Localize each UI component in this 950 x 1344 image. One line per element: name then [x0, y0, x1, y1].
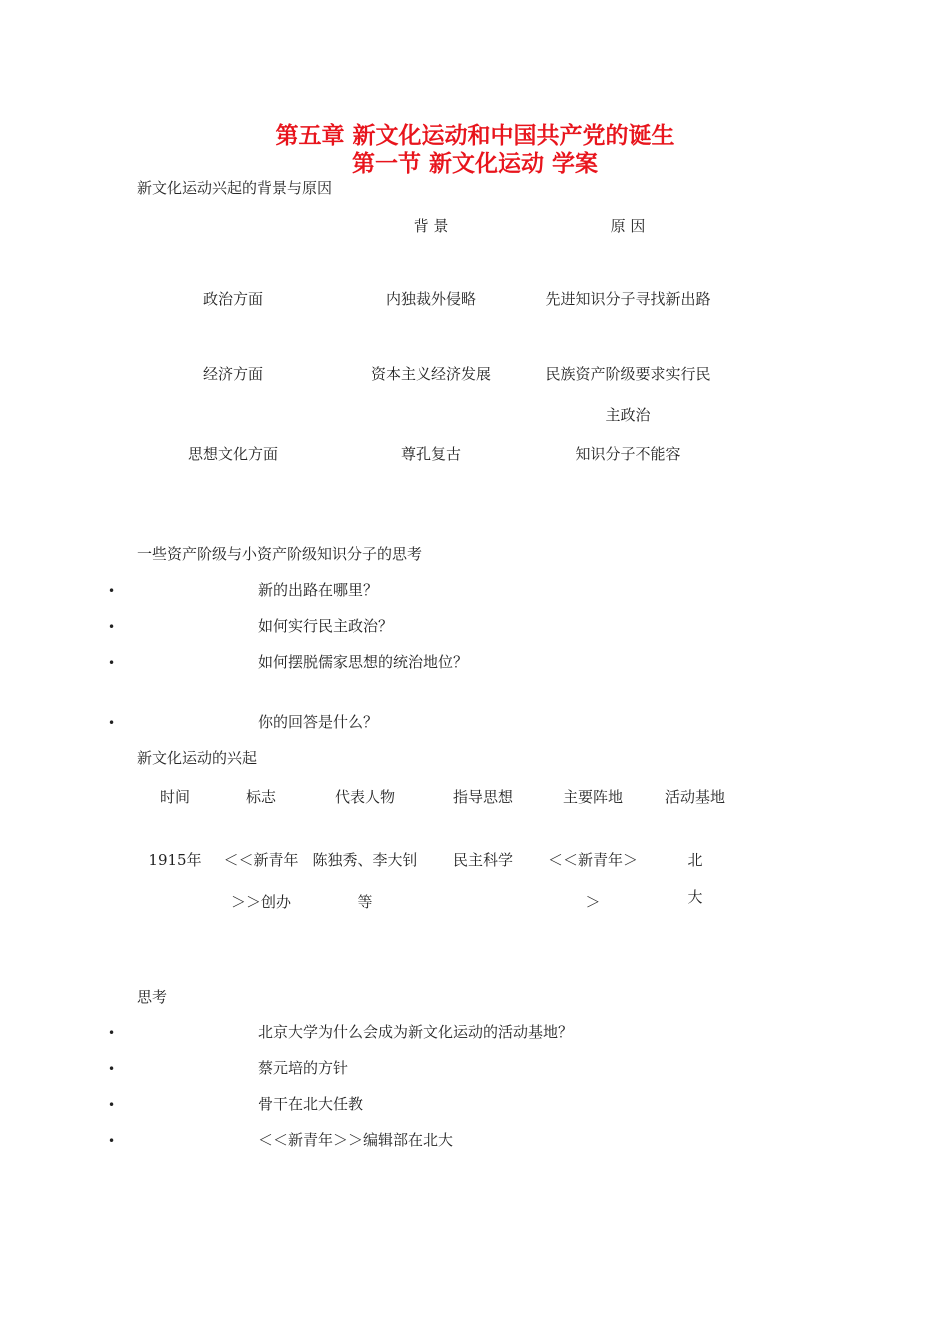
- rise-header-idea: 指导思想: [452, 788, 514, 806]
- row-reason-culture: 知识分子不能容: [575, 445, 681, 463]
- rise-header-position: 主要阵地: [562, 788, 624, 806]
- thinking2-item: ＜＜新青年＞＞编辑部在北大: [258, 1131, 454, 1149]
- bullet-marker: •: [108, 716, 116, 730]
- col-header-background: 背 景: [413, 217, 449, 235]
- row-reason-economy-line1: 民族资产阶级要求实行民: [545, 365, 711, 383]
- rise-time: 1915年: [148, 851, 202, 869]
- thinking1-item: 新的出路在哪里？: [258, 581, 379, 599]
- bullet-marker: •: [108, 1134, 116, 1148]
- rise-header-time: 时间: [159, 788, 191, 806]
- chapter-title: 第五章 新文化运动和中国共产党的诞生: [275, 122, 675, 149]
- thinking2-item: 骨干在北大任教: [258, 1095, 364, 1113]
- thinking1-heading: 一些资产阶级与小资产阶级知识分子的思考: [137, 545, 423, 563]
- row-reason-economy-line2: 主政治: [605, 406, 651, 424]
- row-background-politics: 内独裁外侵略: [385, 290, 477, 308]
- rise-people-line1: 陈独秀、李大钊: [312, 851, 418, 869]
- row-aspect-culture: 思想文化方面: [187, 445, 279, 463]
- bullet-marker: •: [108, 1098, 116, 1112]
- row-aspect-economy: 经济方面: [202, 365, 264, 383]
- background-heading: 新文化运动兴起的背景与原因: [137, 179, 333, 197]
- thinking2-item: 蔡元培的方针: [258, 1059, 349, 1077]
- rise-idea: 民主科学: [452, 851, 514, 869]
- bullet-marker: •: [108, 1026, 116, 1040]
- bullet-marker: •: [108, 620, 116, 634]
- rise-heading: 新文化运动的兴起: [137, 749, 258, 767]
- thinking1-item: 如何摆脱儒家思想的统治地位？: [258, 653, 469, 671]
- row-reason-politics: 先进知识分子寻找新出路: [545, 290, 711, 308]
- rise-header-sign: 标志: [245, 788, 277, 806]
- rise-people-line2: 等: [357, 893, 373, 911]
- bullet-marker: •: [108, 1062, 116, 1076]
- rise-sign-line2: ＞＞创办: [230, 893, 292, 911]
- col-header-reason: 原 因: [610, 217, 646, 235]
- thinking2-heading: 思考: [137, 988, 168, 1006]
- row-background-culture: 尊孔复古: [400, 445, 462, 463]
- bullet-marker: •: [108, 656, 116, 670]
- bullet-marker: •: [108, 584, 116, 598]
- rise-header-base: 活动基地: [664, 788, 726, 806]
- rise-sign-line1: ＜＜新青年: [223, 851, 299, 869]
- rise-header-people: 代表人物: [334, 788, 396, 806]
- rise-position-line2: ＞: [585, 893, 601, 911]
- thinking2-item: 北京大学为什么会成为新文化运动的活动基地？: [258, 1023, 574, 1041]
- row-aspect-politics: 政治方面: [202, 290, 264, 308]
- rise-base-line2: 大: [687, 888, 703, 906]
- thinking1-item: 你的回答是什么？: [258, 713, 379, 731]
- section-title: 第一节 新文化运动 学案: [351, 150, 598, 177]
- thinking1-item: 如何实行民主政治？: [258, 617, 394, 635]
- rise-position-line1: ＜＜新青年＞: [547, 851, 639, 869]
- rise-base-line1: 北: [687, 851, 703, 869]
- row-background-economy: 资本主义经济发展: [370, 365, 492, 383]
